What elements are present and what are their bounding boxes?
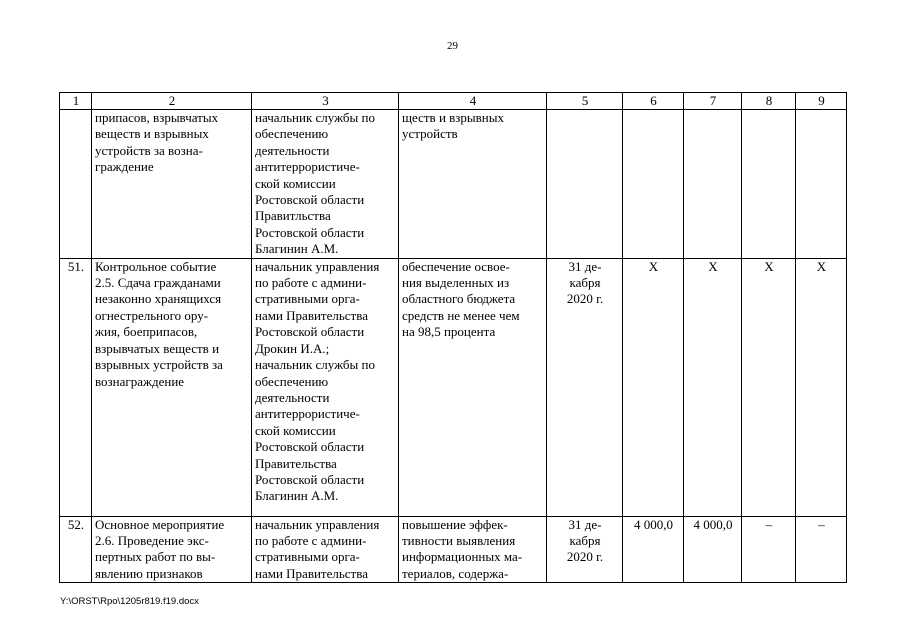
amount-total-cell: Х <box>623 258 684 516</box>
cell-line: Правительства <box>255 455 337 471</box>
col-header: 8 <box>742 93 796 110</box>
cell-line: Благинин А.М. <box>255 488 339 504</box>
cell-line: начальник управления <box>255 258 380 274</box>
cell-line: взрывчатых веществ и <box>95 340 220 356</box>
deadline-cell <box>547 516 623 583</box>
row-number-cell: 51. <box>60 258 92 516</box>
cell-line: Ростовской области <box>255 471 365 487</box>
file-path-footer: Y:\ORST\Rpo\1205r819.f19.docx <box>60 596 199 607</box>
activity-name-cell <box>92 516 252 583</box>
amount-total-cell <box>623 110 684 259</box>
table-header-row <box>60 93 847 110</box>
result-cell <box>399 258 547 516</box>
cell-line: деятельности <box>255 389 330 405</box>
cell-line: кабря <box>569 275 601 291</box>
cell-line: начальник службы по <box>255 357 375 373</box>
amount-federal-cell <box>742 110 796 259</box>
cell-line: Правитльства <box>255 208 331 224</box>
cell-line: стративными орга- <box>255 291 360 307</box>
cell-line: жия, боеприпасов, <box>95 324 198 340</box>
cell-line: пертных работ по вы- <box>95 549 216 565</box>
cell-line: Благинин А.М. <box>255 241 339 257</box>
cell-line: информационных ма- <box>402 549 523 565</box>
responsible-cell <box>252 110 399 259</box>
cell-line: областного бюджета <box>402 291 516 307</box>
cell-line: Ростовской области <box>255 192 365 208</box>
cell-line: 31 де- <box>568 516 602 532</box>
cell-line: начальник управления <box>255 516 380 532</box>
table-row <box>60 110 847 259</box>
cell-line: явлению признаков <box>95 565 203 581</box>
cell-line: нами Правительства <box>255 307 368 323</box>
cell-line: обеспечение освое- <box>402 258 510 274</box>
cell-line: 2.5. Сдача гражданами <box>95 275 221 291</box>
cell-line: стративными орга- <box>255 549 360 565</box>
col-header: 6 <box>623 93 684 110</box>
col-header: 2 <box>92 93 252 110</box>
cell-line: взрывных устройств за <box>95 357 223 373</box>
col-header: 3 <box>252 93 399 110</box>
cell-line: антитеррористиче- <box>255 406 360 422</box>
cell-line: веществ и взрывных <box>95 126 209 142</box>
cell-line: средств не менее чем <box>402 307 520 323</box>
amount-other-cell: – <box>796 516 847 583</box>
amount-total-cell: 4 000,0 <box>623 516 684 583</box>
table-row <box>60 516 847 583</box>
cell-line: граждение <box>95 159 154 175</box>
activity-name-cell <box>92 110 252 259</box>
cell-line: на 98,5 процента <box>402 324 496 340</box>
cell-line: деятельности <box>255 142 330 158</box>
amount-regional-cell: Х <box>684 258 742 516</box>
cell-line: Ростовской области <box>255 224 365 240</box>
cell-line: по работе с админи- <box>255 533 367 549</box>
cell-line: Ростовской области <box>255 324 365 340</box>
cell-line: устройств за возна- <box>95 142 203 158</box>
table-row <box>60 258 847 516</box>
cell-line: тивности выявления <box>402 533 516 549</box>
cell-line: 2.6. Проведение экс- <box>95 533 209 549</box>
cell-line: незаконно хранящихся <box>95 291 222 307</box>
col-header: 4 <box>399 93 547 110</box>
cell-line: повышение эффек- <box>402 516 508 532</box>
cell-line: 31 де- <box>568 258 602 274</box>
cell-line: ской комиссии <box>255 175 336 191</box>
row-number-cell: 52. <box>60 516 92 583</box>
cell-line: по работе с админи- <box>255 275 367 291</box>
cell-line: обеспечению <box>255 126 329 142</box>
cell-line: ществ и взрывных <box>402 110 504 125</box>
cell-line: припасов, взрывчатых <box>95 110 219 125</box>
cell-line: Контрольное событие <box>95 258 217 274</box>
amount-federal-cell: Х <box>742 258 796 516</box>
cell-line: кабря <box>569 533 601 549</box>
deadline-cell <box>547 110 623 259</box>
cell-line: огнестрельного ору- <box>95 307 209 323</box>
cell-line: Дрокин И.А.; <box>255 340 330 356</box>
cell-line: вознаграждение <box>95 373 185 389</box>
amount-federal-cell: – <box>742 516 796 583</box>
cell-line: 2020 г. <box>566 291 604 307</box>
cell-line: нами Правительства <box>255 565 368 581</box>
cell-line: териалов, содержа- <box>402 565 509 581</box>
activity-name-cell <box>92 258 252 516</box>
col-header: 1 <box>60 93 92 110</box>
amount-regional-cell: 4 000,0 <box>684 516 742 583</box>
row-number-cell <box>60 110 92 259</box>
result-cell <box>399 516 547 583</box>
cell-line: обеспечению <box>255 373 329 389</box>
result-cell <box>399 110 547 259</box>
cell-line: устройств <box>402 126 458 142</box>
amount-other-cell <box>796 110 847 259</box>
col-header: 9 <box>796 93 847 110</box>
cell-line: 2020 г. <box>566 549 604 565</box>
col-header: 7 <box>684 93 742 110</box>
page-number: 29 <box>447 40 458 52</box>
responsible-cell <box>252 258 399 516</box>
responsible-cell <box>252 516 399 583</box>
deadline-cell <box>547 258 623 516</box>
cell-line: Основное мероприятие <box>95 516 225 532</box>
amount-other-cell: Х <box>796 258 847 516</box>
cell-line: антитеррористиче- <box>255 159 360 175</box>
amount-regional-cell <box>684 110 742 259</box>
cell-line: ния выделенных из <box>402 275 510 291</box>
program-table <box>59 92 847 583</box>
col-header: 5 <box>547 93 623 110</box>
cell-line: ской комиссии <box>255 422 336 438</box>
cell-line: Ростовской области <box>255 439 365 455</box>
cell-line: начальник службы по <box>255 110 375 125</box>
